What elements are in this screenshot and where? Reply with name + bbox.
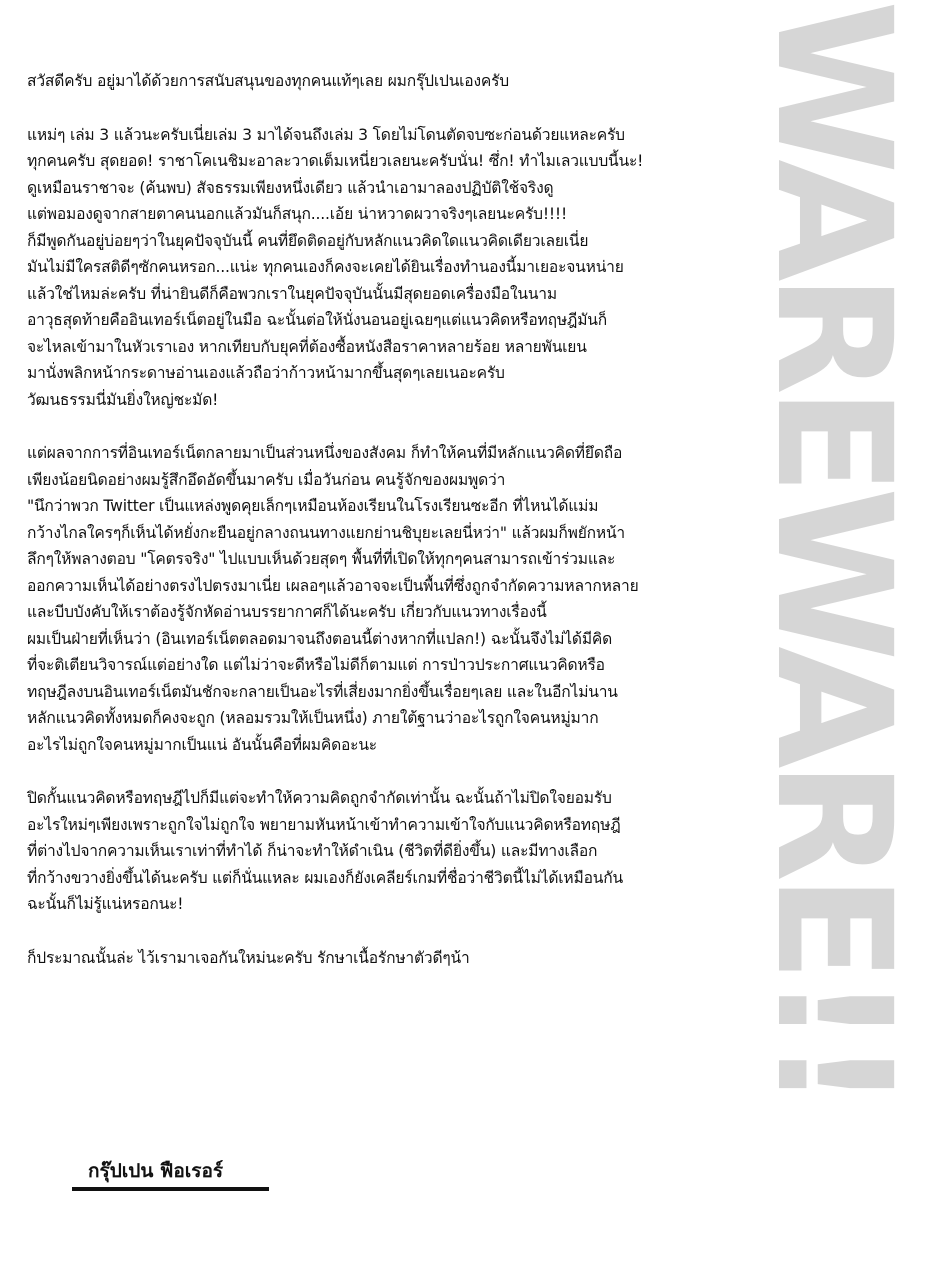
text-line: อะไรใหม่ๆเพียงเพราะถูกใจไม่ถูกใจ พยายามหันหน้าเข้าทำความเข้าใจกับแนวคิดหรือทฤษฎี [27, 815, 621, 834]
text-line: และบีบบังคับให้เราต้องรู้จักหัดอ่านบรรยากาศก็ได้นะครับ เกี่ยวกับแนวทางเรื่องนี้ [27, 603, 547, 621]
text-line: ทุกคนครับ สุดยอด! ราชาโคเนชิมะอาละวาดเต็มเหนี่ยวเลยนะครับนั่น! ซึ่ก! ทำไมเลวแบบนี้นะ! [27, 152, 644, 170]
text-line: แหม่ๆ เล่ม 3 แล้วนะครับเนี่ยเล่ม 3 มาได้จนถึงเล่ม 3 โดยไม่โดนตัดจบซะก่อนด้วยแหละครับ [27, 125, 625, 144]
text-line: มานั่งพลิกหน้ากระดาษอ่านเองแล้วถือว่าก้าวหน้ามากขึ้นสุดๆเลยเนอะครับ [27, 364, 505, 382]
text-line: หลักแนวคิดทั้งหมดก็คงจะถูก (หลอมรวมให้เป็นหนึ่ง) ภายใต้ฐานว่าอะไรถูกใจคนหมู่มาก [27, 709, 599, 727]
text-line: อะไรไม่ถูกใจคนหมู่มากเป็นแน่ อันนั้นคือที่ผมคิดอะนะ [27, 735, 377, 754]
text-line: ที่ต่างไปจากความเห็นเราเท่าที่ทำได้ ก็น่าจะทำให้ดำเนิน (ชีวิตที่ดียิ่งขึ้น) และมีทางเลือก [27, 842, 598, 860]
paragraph [27, 440, 762, 758]
text-line: "นึกว่าพวก Twitter เป็นแหล่งพูดคุยเล็กๆเหมือนห้องเรียนในโรงเรียนซะอีก ที่ไหนได้แม่ม [27, 497, 599, 515]
paragraph [27, 122, 762, 414]
signature-underline [72, 1187, 269, 1191]
text-line: แล้วใช่ไหมล่ะครับ ที่น่ายินดีก็คือพวกเราในยุคปัจจุบันนั้นมีสุดยอดเครื่องมือในนาม [27, 284, 557, 303]
text-line: กว้างไกลใครๆก็เห็นได้หยั่งกะยืนอยู่กลางถนนทางแยกย่านชิบุยะเลยนี่หว่า" แล้วผมก็พยักหน้า [27, 523, 625, 542]
text-line: วัฒนธรรมนี่มันยิ่งใหญ่ชะมัด! [27, 390, 219, 409]
paragraph [27, 68, 762, 95]
text-line: ที่จะติเตียนวิจารณ์แต่อย่างใด แต่ไม่ว่าจะดีหรือไม่ดีก็ตามแต่ การป่าวประกาศแนวคิดหรือ [27, 656, 605, 674]
text-line: ปิดกั้นแนวคิดหรือทฤษฎีไปก็มีแต่จะทำให้ความคิดถูกจำกัดเท่านั้น ฉะนั้นถ้าไม่ปิดใจยอมรับ [27, 789, 612, 807]
side-title-text: WAREWARE!! [741, 0, 925, 1103]
text-line: ดูเหมือนราชาจะ (ค้นพบ) สัจธรรมเพียงหนึ่งเดียว แล้วนำเอามาลองปฏิบัติใช้จริงดู [27, 178, 554, 197]
text-line: เพียงน้อยนิดอย่างผมรู้สึกอึดอัดขึ้นมาครับ เมื่อวันก่อน คนรู้จักของผมพูดว่า [27, 470, 506, 489]
text-line: มันไม่มีใครสติดีๆซักคนหรอก...แน่ะ ทุกคนเองก็คงจะเคยได้ยินเรื่องทำนองนี้มาเยอะจนหน่าย [27, 258, 624, 276]
text-line: สวัสดีครับ อยู่มาได้ด้วยการสนับสนุนของทุกคนแท้ๆเลย ผมกรุ๊ปเปนเองครับ [27, 72, 509, 90]
text-line: ออกความเห็นได้อย่างตรงไปตรงมาเนี่ย เผลอๆแล้วอาจจะเป็นพื้นที่ซึ่งถูกจำกัดความหลากหลาย [27, 576, 639, 595]
author-signature: กรุ๊ปเปน ฟือเรอร์ [88, 1160, 224, 1182]
side-title-band [741, 0, 925, 1278]
text-line: ที่กว้างขวางยิ่งขึ้นได้นะครับ แต่ก็นั่นแหละ ผมเองก็ยังเคลียร์เกมที่ชื่อว่าชีวิตนี้ไม่ได้เหมือนกัน [27, 868, 623, 887]
paragraph [27, 785, 762, 918]
text-line: ทฤษฎีลงบนอินเทอร์เน็ตมันชักจะกลายเป็นอะไรที่เสี่ยงมากยิ่งขึ้นเรื่อยๆเลย และในอีกไม่นาน [27, 682, 618, 701]
text-line: แต่ผลจากการที่อินเทอร์เน็ตกลายมาเป็นส่วนหนึ่งของสังคม ก็ทำให้คนที่มีหลักแนวคิดที่ยึดถือ [27, 444, 623, 462]
text-line: ลึกๆให้พลางตอบ "โคตรจริง" ไปแบบเห็นด้วยสุดๆ พื้นที่ที่เปิดให้ทุกๆคนสามารถเข้าร่วมและ [27, 550, 616, 568]
paragraph [27, 945, 762, 972]
text-line: อาวุธสุดท้ายคืออินเทอร์เน็ตอยู่ในมือ ฉะนั้นต่อให้นั่งนอนอยู่เฉยๆแต่แนวคิดหรือทฤษฎีมันก็ [27, 311, 607, 329]
text-line: จะไหลเข้ามาในหัวเราเอง หากเทียบกับยุคที่ต้องซื้อหนังสือราคาหลายร้อย หลายพันเยน [27, 337, 587, 356]
afterword-body [27, 68, 762, 998]
text-line: ก็ประมาณนั้นล่ะ ไว้เรามาเจอกันใหม่นะครับ รักษาเนื้อรักษาตัวดีๆน้า [27, 948, 470, 967]
text-line: ผมเป็นฝ่ายที่เห็นว่า (อินเทอร์เน็ตตลอดมาจนถึงตอนนี้ต่างหากที่แปลก!) ฉะนั้นจึงไม่ได้มีคิด [27, 629, 613, 648]
text-line: ก็มีพูดกันอยู่บ่อยๆว่าในยุคปัจจุบันนี้ คนที่ยึดติดอยู่กับหลักแนวคิดใดแนวคิดเดียวเลยเนี่ย [27, 231, 589, 250]
text-line: ฉะนั้นก็ไม่รู้แน่หรอกนะ! [27, 895, 184, 913]
text-line: แต่พอมองดูจากสายตาคนนอกแล้วมันก็สนุก....เอ้ย น่าหวาดผวาจริงๆเลยนะครับ!!!! [27, 205, 568, 223]
